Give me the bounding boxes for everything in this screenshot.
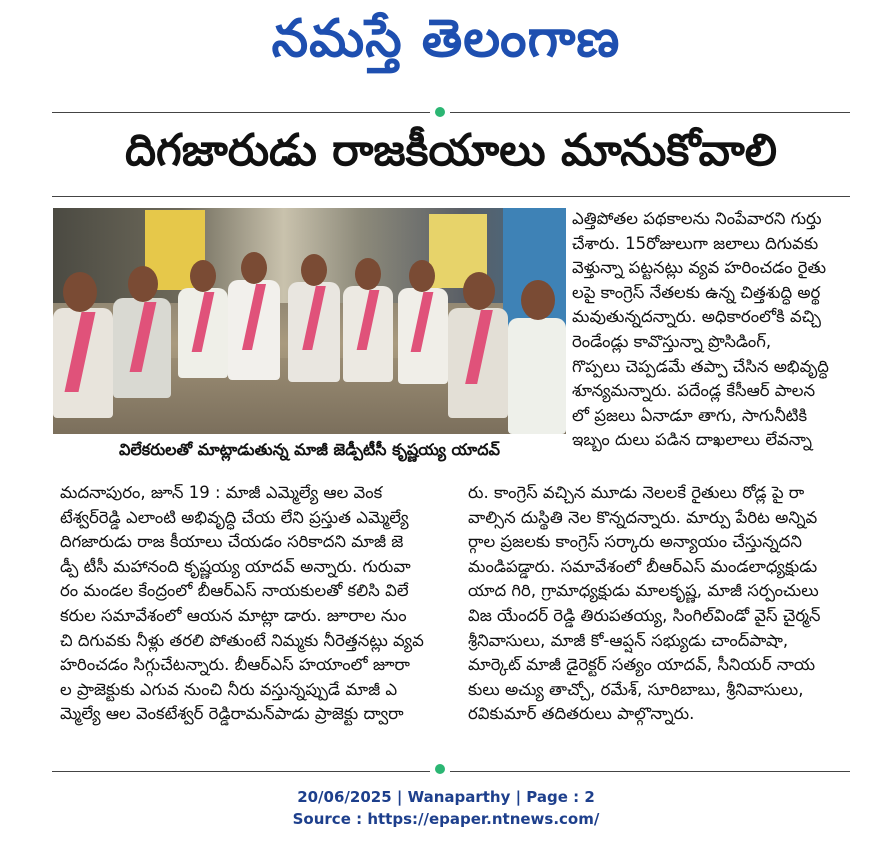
headline-divider — [52, 196, 850, 197]
text-line: రు. కాంగ్రెస్ వచ్చిన మూడు నెలలకే రైతులు రోడ్ల పై రా — [468, 483, 805, 502]
footer — [0, 786, 892, 830]
top-divider — [52, 112, 850, 113]
masthead-title: నమస్తే తెలంగాణ — [271, 8, 621, 69]
text-line: వాల్సిన దుస్థితి నెల కొన్నదన్నారు. మార్పు పేరిట అన్నివ — [468, 507, 818, 527]
left-column-body — [60, 481, 460, 727]
text-line: ఇబ్బం దులు పడిన దాఖలాలు లేవన్నా — [572, 430, 812, 450]
masthead — [0, 0, 892, 90]
text-line: దిగజారుడు రాజ కీయాలు చేయడం సరికాదని మాజీ జె — [60, 532, 404, 552]
right-column-top — [572, 207, 852, 453]
bottom-divider — [52, 771, 850, 772]
text-line: గొప్పలు చెప్పడమే తప్పా చేసిన అభివృద్ధి — [572, 356, 829, 376]
text-line: మార్కెట్ మాజీ డైరెక్టర్ సత్యం యాదవ్, సీనియర్ నాయ — [468, 655, 816, 675]
text-line: చేశారు. 15రోజులుగా జలాలు దిగువకు — [572, 233, 819, 253]
text-line: మండిపడ్డారు. సమావేశంలో బీఆర్ఎస్ మండలాధ్యక్షుడు — [468, 556, 818, 576]
text-line: హరించడం సిగ్గుచేటన్నారు. బీఆర్ఎస్ హయాంలో జూరా — [60, 655, 411, 675]
photo-caption-text: విలేకరులతో మాట్లాడుతున్న మాజీ జెడ్పీటీసీ కృష్ణయ్య యాదవ్ — [119, 439, 500, 459]
text-line: వెళ్తున్నా పట్టనట్లు వ్యవ హరించడం రైతు — [572, 258, 827, 278]
photo-caption — [53, 437, 566, 465]
text-line: ఎత్తిపోతల పథకాలను నింపేవారని గుర్తు — [572, 209, 822, 228]
text-line: డ్పీ టీసీ మహానంది కృష్ణయ్య యాదవ్ అన్నారు. గురువా — [60, 556, 411, 576]
text-line: రం మండల కేంద్రంలో బీఆర్ఎస్ నాయకులతో కలిసి విలే — [60, 581, 409, 601]
headline-text: దిగజారుడు రాజకీయాలు మానుకోవాలి — [124, 125, 777, 176]
footer-source-link[interactable]: Source : https://epaper.ntnews.com/ — [292, 810, 600, 828]
text-line: శ్రీనివాసులు, మాజీ కో-ఆప్షన్ సభ్యుడు చాంద్‌పాషా, — [468, 630, 789, 650]
text-line: కులు అచ్యు తాచ్చో, రమేశ్, సూరిబాబు, శ్రీనివాసులు, — [468, 679, 804, 699]
text-line: ల ప్రాజెక్టుకు ఎగువ నుంచి నీరు వస్తున్నప్పుడే మాజీ ఎ — [60, 679, 398, 699]
text-line: లో ప్రజలు ఏనాడూ తాగు, సాగునీటికి — [572, 405, 808, 425]
text-line: టేశ్వర్‌రెడ్డి ఎలాంటి అభివృద్ధి చేయ లేని ప్రస్తుత ఎమ్మెల్యే — [60, 507, 409, 527]
text-line: రవికుమార్ తదితరులు పాల్గొన్నారు. — [468, 704, 695, 724]
ornament-icon — [430, 103, 450, 121]
text-line: విజ యేందర్ రెడ్డి తిరుపతయ్య, సింగిల్‌విండో వైస్ చైర్మన్ — [468, 605, 821, 625]
text-line: శూన్యమన్నారు. పదేండ్ల కేసీఆర్ పాలన — [572, 381, 816, 401]
text-line: రెండేండ్లు కావొస్తున్నా ప్రొసిడింగ్, — [572, 331, 772, 351]
right-column-body — [468, 481, 852, 727]
news-photo — [53, 208, 566, 434]
ornament-icon — [430, 760, 450, 778]
text-line: యాద గిరి, గ్రామాధ్యక్షుడు మాలకృష్ణ, మాజీ సర్పంచులు — [468, 581, 819, 601]
text-line: మదనాపురం, జూన్ 19 : మాజీ ఎమ్మెల్యే ఆల వెంక — [60, 483, 383, 502]
text-line: మవుతున్నదన్నారు. అధికారంలోకి వచ్చి — [572, 307, 821, 327]
text-line: చి దిగువకు నీళ్లు తరలి పోతుంటే నిమ్మకు నీరెత్తనట్లు వ్యవ — [60, 630, 424, 650]
footer-date-edition: 20/06/2025 | Wanaparthy | Page : 2 — [297, 788, 595, 806]
text-line: మ్మెల్యే ఆల వెంకటేశ్వర్ రెడ్డిరామన్‌పాడు ప్రాజెక్టు ద్వారా — [60, 704, 404, 724]
text-line: కరుల సమావేశంలో ఆయన మాట్లా డారు. జూరాల నుం — [60, 605, 407, 625]
headline — [52, 124, 850, 188]
text-line: ర్గాల ప్రజలకు కాంగ్రెస్ సర్కారు అన్యాయం చేస్తున్నదని — [468, 532, 802, 552]
text-line: లపై కాంగ్రెస్ నేతలకు ఉన్న చిత్తశుద్ధి అర్థ — [572, 282, 821, 302]
